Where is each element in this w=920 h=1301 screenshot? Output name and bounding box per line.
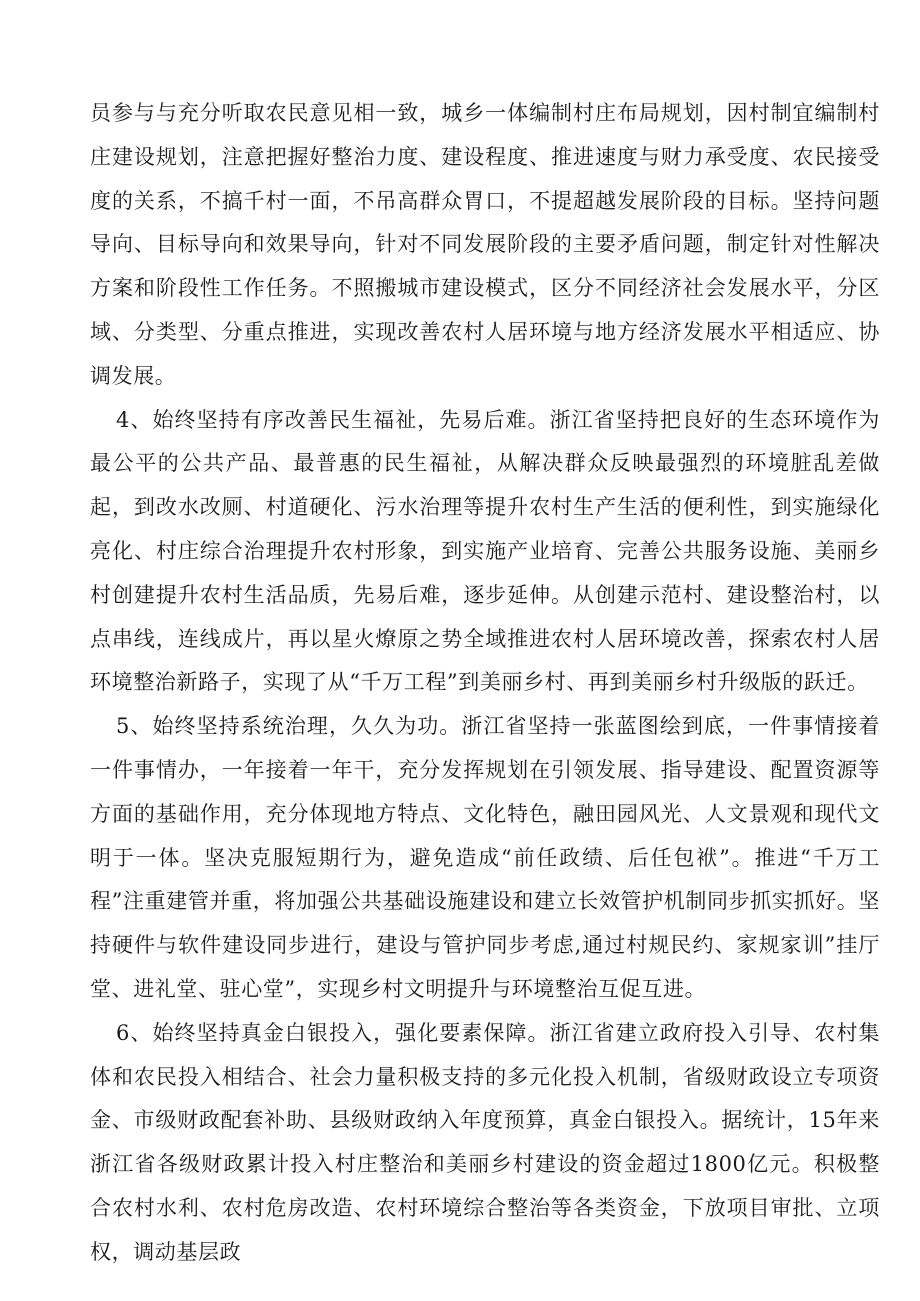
paragraph-6: 6、始终坚持真金白银投入，强化要素保障。浙江省建立政府投入引导、农村集体和农民投入相结合、社会力量积极支持的多元化投入机制，省级财政设立专项资金、市级财政配套补助、县级财政纳入年度预算，真金白银投入。据统计，15年来浙江省各级财政累计投入村庄整治和美丽乡村建设的资金超过1800亿元。积极整合农村水利、农村危房改造、农村环境综合整治等各类资金，下放项目审批、立项权，调动基层政	[90, 1020, 880, 1264]
paragraph-4: 4、始终坚持有序改善民生福祉，先易后难。浙江省坚持把良好的生态环境作为最公平的公共产品、最普惠的民生福祉，从解决群众反映最强烈的环境脏乱差做起，到改水改厕、村道硬化、污水治理等提升农村生产生活的便利性，到实施绿化亮化、村庄综合治理提升农村形象，到实施产业培育、完善公共服务设施、美丽乡村创建提升农村生活品质，先易后难，逐步延伸。从创建示范村、建设整治村，以点串线，连线成片，再以星火燎原之势全域推进农村人居环境改善，探索农村人居环境整治新路子，实现了从“千万工程”到美丽乡村、再到美丽乡村升级版的跃迁。	[90, 407, 880, 695]
paragraph-5: 5、始终坚持系统治理，久久为功。浙江省坚持一张蓝图绘到底，一件事情接着一件事情办，一年接着一年干，充分发挥规划在引领发展、指导建设、配置资源等方面的基础作用，充分体现地方特点、文化特色，融田园风光、人文景观和现代文明于一体。坚决克服短期行为，避免造成“前任政绩、后任包袱”。推进“千万工程”注重建管并重，将加强公共基础设施建设和建立长效管护机制同步抓实抓好。坚持硬件与软件建设同步进行，建设与管护同步考虑,通过村规民约、家规家训”挂厅堂、进礼堂、驻心堂”，实现乡村文明提升与环境整治互促互进。	[90, 714, 880, 1001]
document-body	[90, 92, 880, 1275]
paragraph-continued: 员参与与充分听取农民意见相一致，城乡一体编制村庄布局规划，因村制宜编制村庄建设规划，注意把握好整治力度、建设程度、推进速度与财力承受度、农民接受度的关系，不搞千村一面，不吊高群众胃口，不提超越发展阶段的目标。坚持问题导向、目标导向和效果导向，针对不同发展阶段的主要矛盾问题，制定针对性解决方案和阶段性工作任务。不照搬城市建设模式，区分不同经济社会发展水平，分区域、分类型、分重点推进，实现改善农村人居环境与地方经济发展水平相适应、协调发展。	[90, 101, 880, 388]
